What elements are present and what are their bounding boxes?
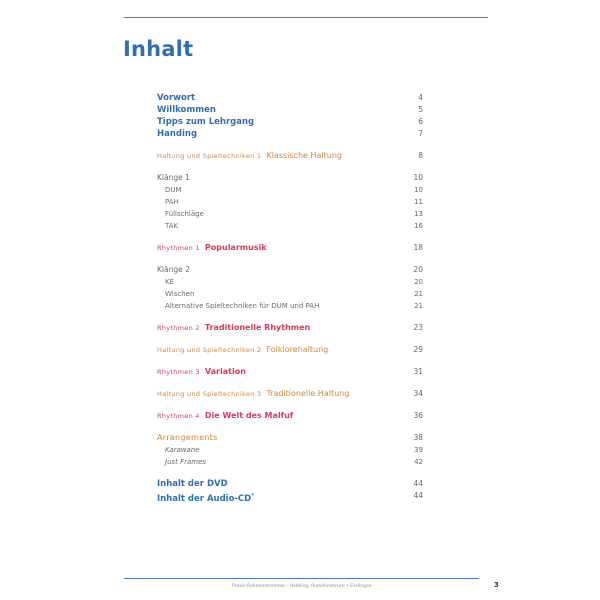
toc-entry-rhythmen-1[interactable]: [157, 242, 423, 254]
toc-page: 36: [413, 411, 423, 420]
toc-label: KE: [165, 278, 175, 286]
toc-page: 16: [414, 222, 423, 230]
toc-label: Inhalt der Audio-CD: [157, 493, 252, 504]
toc-page: 42: [414, 458, 423, 466]
toc-subentry-tak[interactable]: [157, 220, 423, 232]
bottom-rule: [124, 578, 479, 579]
toc-label: Traditionelle Haltung: [266, 389, 350, 398]
toc-subentry-ke[interactable]: [157, 276, 423, 288]
toc-page: 11: [414, 198, 423, 206]
toc-entry-haltung-3[interactable]: [157, 388, 423, 400]
toc-entry-rhythmen-2[interactable]: [157, 322, 423, 334]
footer-text: Praxis Rahmentrommel – Helbling, Rum/Innsbruck • Esslingen: [232, 584, 372, 589]
toc-label: Folklorehaltung: [266, 345, 329, 354]
toc-entry-klaenge-2[interactable]: [157, 264, 423, 276]
toc-label: Variation: [204, 367, 246, 376]
toc-subentry-karawane[interactable]: [157, 444, 423, 456]
toc-label: Klassische Haltung: [266, 151, 342, 160]
toc-entry-willkommen[interactable]: [157, 104, 423, 116]
toc-entry-rhythmen-4[interactable]: [157, 410, 423, 422]
toc-page: 10: [414, 186, 423, 194]
toc-entry-inhalt-dvd[interactable]: [157, 478, 423, 490]
toc-page: 20: [413, 265, 423, 274]
toc-label: DUM: [165, 186, 182, 194]
toc-entry-handing[interactable]: [157, 128, 423, 140]
toc-prefix: Haltung und Spieltechniken 3: [157, 390, 262, 398]
toc-label: Handing: [157, 129, 198, 139]
toc-prefix: Rhythmen 1: [157, 244, 200, 252]
toc-label: Just Frames: [165, 458, 207, 466]
toc-entry-arrangements[interactable]: [157, 432, 423, 444]
toc-page: 8: [418, 151, 423, 160]
toc-label: Willkommen: [157, 105, 216, 115]
toc-prefix: Rhythmen 4: [157, 412, 200, 420]
toc-label: Tipps zum Lehrgang: [157, 117, 255, 127]
toc-label: Karawane: [165, 446, 200, 454]
toc-subentry-alternative[interactable]: [157, 300, 423, 312]
toc-page: 31: [413, 367, 423, 376]
toc-page: 44: [413, 491, 423, 500]
toc-label: TAK: [165, 222, 179, 230]
toc-subentry-fuellschlaege[interactable]: [157, 208, 423, 220]
toc-page: 13: [414, 210, 423, 218]
toc-subentry-dum[interactable]: [157, 184, 423, 196]
toc-page: 39: [414, 446, 423, 454]
toc-prefix: Haltung und Spieltechniken 2: [157, 346, 262, 354]
toc-subentry-wischen[interactable]: [157, 288, 423, 300]
toc-label-superscript: *: [251, 493, 254, 499]
toc-label: Die Welt des Malfuf: [204, 411, 294, 420]
toc-subentry-pah[interactable]: [157, 196, 423, 208]
toc-entry-haltung-1[interactable]: [157, 150, 423, 162]
toc-entry-haltung-2[interactable]: [157, 344, 423, 356]
toc-prefix: Haltung und Spieltechniken 1: [157, 152, 262, 160]
toc-page: 21: [414, 302, 423, 310]
page-title: Inhalt: [123, 37, 194, 61]
toc-label: Traditionelle Rhythmen: [204, 323, 311, 332]
toc-page: 34: [413, 389, 423, 398]
toc-label: Klänge 1: [157, 173, 190, 182]
toc-label: Füllschläge: [165, 210, 204, 218]
toc-page: 7: [418, 129, 423, 138]
toc-page: 5: [418, 105, 423, 114]
toc-page: 23: [413, 323, 423, 332]
toc-page: 10: [413, 173, 423, 182]
toc-page: 44: [413, 479, 423, 488]
toc-prefix: Rhythmen 2: [157, 324, 200, 332]
toc-entry-tipps[interactable]: [157, 116, 423, 128]
toc-page: 4: [418, 93, 423, 102]
top-rule: [124, 17, 488, 18]
toc-label: Alternative Spieltechniken für DUM und PAH: [165, 302, 320, 310]
toc-label: Popularmusik: [204, 243, 267, 252]
toc-entry-inhalt-audio-cd[interactable]: [157, 490, 423, 502]
toc-page: 38: [413, 433, 423, 442]
toc-entry-rhythmen-3[interactable]: [157, 366, 423, 378]
toc-page: 21: [414, 290, 423, 298]
toc-label: Klänge 2: [157, 265, 190, 274]
table-of-contents: [157, 92, 423, 502]
toc-label: Wischen: [165, 290, 195, 298]
toc-page: 6: [418, 117, 423, 126]
toc-page: 29: [413, 345, 423, 354]
toc-page: 20: [414, 278, 423, 286]
toc-prefix: Rhythmen 3: [157, 368, 200, 376]
page-number: 3: [494, 581, 499, 589]
toc-label: Vorwort: [157, 93, 196, 103]
toc-subentry-just-frames[interactable]: [157, 456, 423, 468]
toc-entry-klaenge-1[interactable]: [157, 172, 423, 184]
toc-label: PAH: [165, 198, 179, 206]
toc-entry-vorwort[interactable]: [157, 92, 423, 104]
toc-label: Arrangements: [157, 433, 218, 442]
toc-label: Inhalt der DVD: [157, 479, 228, 489]
toc-page: 18: [413, 243, 423, 252]
